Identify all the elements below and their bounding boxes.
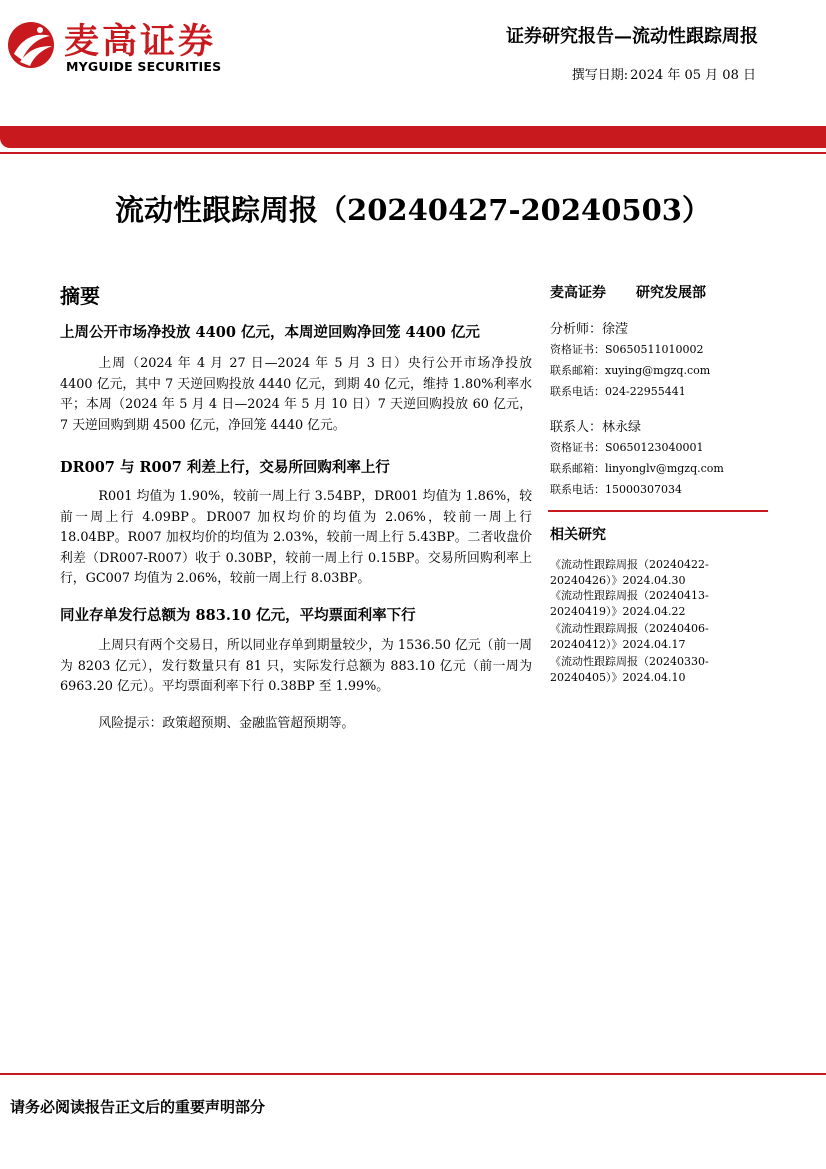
sidebar-org: 麦高证券: [550, 285, 606, 301]
related-item[interactable]: 《流动性跟踪周报（20240422-20240426）》2024.04.30: [550, 558, 709, 587]
date-label: 撰写日期:: [571, 68, 629, 83]
related-item[interactable]: 《流动性跟踪周报（20240330-20240405）》2024.04.10: [550, 655, 709, 684]
related-item[interactable]: 《流动性跟踪周报（20240413-20240419）》2024.04.22: [550, 589, 709, 618]
footer-divider: [0, 1073, 826, 1075]
analyst-phone: 联系电话：024-22955441: [550, 385, 686, 398]
related-heading: 相关研究: [550, 527, 606, 543]
header-divider: [0, 152, 826, 154]
section-heading-2: DR007 与 R007 利差上行，交易所回购利率上行: [60, 459, 390, 476]
risk-notice: 风险提示：政策超预期、金融监管超预期等。: [98, 716, 355, 731]
footer-notice: 请务必阅读报告正文后的重要声明部分: [10, 1098, 266, 1116]
section-heading-1: 上周公开市场净投放 4400 亿元，本周逆回购净回笼 4400 亿元: [60, 324, 480, 341]
section-paragraph-1: 上周（2024 年 4 月 27 日—2024 年 5 月 3 日）央行公开市场净投放 4400 亿元，其中 7 天逆回购投放 4440 亿元，到期 40 亿元，维持 1.80%利率水平；本周（2024 年 5 月 4 日—2024 年 5 月 10 日）7 天逆回购投放 60 亿元，7 天逆回购到期 4500 亿元，净回笼 4440 亿元。: [60, 356, 532, 433]
analyst-name: 徐滢: [602, 322, 629, 337]
section-paragraph-2: R001 均值为 1.90%，较前一周上行 3.54BP，DR001 均值为 1.86%，较前一周上行 4.09BP。DR007 加权均价的均值为 2.06%，较前一周上行 18.04BP。R007 加权均价的均值为 2.03%，较前一周上行 5.43BP。二者收盘价利差（DR007-R007）收于 0.30BP，较前一周上行 0.15BP。交易所回购利率上行，GC007 均值为 2.06%，较前一周上行 8.03BP。: [60, 489, 532, 586]
report-date: [570, 64, 756, 83]
company-logo-icon: [6, 20, 56, 70]
header-band: [0, 126, 826, 148]
analyst-cert: 资格证书：S0650511010002: [550, 343, 704, 356]
contact-name: 林永绿: [602, 420, 642, 435]
related-divider: [548, 510, 768, 512]
summary-heading: 摘要: [60, 284, 100, 308]
brand-name-en: MYGUIDE SECURITIES: [66, 59, 222, 74]
contact-cert: 资格证书：S0650123040001: [550, 441, 704, 454]
analyst-label: 分析师：: [550, 322, 603, 337]
brand-name-cn: 麦高证券: [64, 22, 217, 62]
report-type: 证券研究报告—流动性跟踪周报: [506, 26, 758, 47]
date-value: 2024 年 05 月 08 日: [630, 68, 756, 83]
contact-phone: 联系电话：15000307034: [550, 483, 682, 496]
contact-label: 联系人：: [550, 420, 603, 435]
sidebar-dept: 研究发展部: [636, 285, 706, 301]
contact-line: [550, 416, 641, 435]
section-paragraph-3: 上周只有两个交易日，所以同业存单到期量较少，为 1536.50 亿元（前一周为 8203 亿元），发行数量只有 81 只，实际发行总额为 883.10 亿元（前一周为 6963.20 亿元）。平均票面利率下行 0.38BP 至 1.99%。: [60, 638, 532, 694]
sidebar-org-header: [550, 282, 706, 302]
analyst-email[interactable]: 联系邮箱：xuying@mgzq.com: [550, 364, 711, 377]
page-title: 流动性跟踪周报（20240427-20240503）: [115, 193, 711, 227]
contact-email[interactable]: 联系邮箱：linyonglv@mgzq.com: [550, 462, 724, 475]
related-item[interactable]: 《流动性跟踪周报（20240406-20240412）》2024.04.17: [550, 622, 709, 651]
analyst-line: [550, 318, 628, 337]
section-heading-3: 同业存单发行总额为 883.10 亿元，平均票面利率下行: [60, 607, 416, 624]
